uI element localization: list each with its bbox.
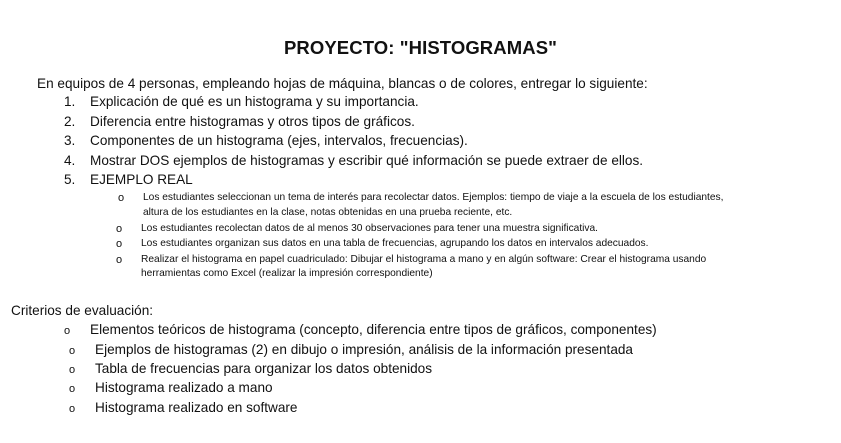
list-number: 3. (64, 133, 76, 148)
bullet-icon: o (69, 364, 76, 376)
list-item-text: EJEMPLO REAL (90, 172, 193, 187)
list-item-text: Componentes de un histograma (ejes, intervalos, frecuencias). (90, 133, 468, 148)
criteria-item: Elementos teóricos de histograma (concepto, diferencia entre tipos de gráficos, componentes) (90, 322, 657, 337)
sub-item-text: herramientas como Excel (realizar la impresión correspondiente) (141, 268, 433, 279)
criteria-item: Histograma realizado en software (95, 400, 298, 415)
criteria-item: Ejemplos de histogramas (2) en dibujo o impresión, análisis de la información presentada (95, 342, 633, 357)
sub-item-text: Los estudiantes organizan sus datos en una tabla de frecuencias, agrupando los datos en intervalos adecuados. (141, 238, 649, 249)
criteria-item: Histograma realizado a mano (95, 380, 273, 395)
bullet-icon: o (69, 345, 76, 357)
list-item-text: Explicación de qué es un histograma y su importancia. (90, 94, 419, 109)
bullet-icon: o (116, 223, 123, 235)
sub-item-text: Los estudiantes recolectan datos de al menos 30 observaciones para tener una muestra significativa. (141, 223, 599, 234)
intro-paragraph: En equipos de 4 personas, empleando hojas de máquina, blancas o de colores, entregar lo siguiente: (37, 76, 648, 91)
list-number: 4. (64, 153, 76, 168)
bullet-icon: o (116, 254, 123, 266)
list-number: 2. (64, 114, 76, 129)
document-title: PROYECTO: "HISTOGRAMAS" (283, 37, 558, 58)
list-number: 5. (64, 172, 76, 187)
bullet-icon: o (118, 192, 125, 204)
sub-item-text: Los estudiantes seleccionan un tema de interés para recolectar datos. Ejemplos: tiempo de viaje a la escuela de los estudiantes, (143, 192, 724, 203)
list-item-text: Diferencia entre histogramas y otros tipos de gráficos. (90, 114, 415, 129)
bullet-icon: o (64, 325, 71, 337)
sub-item-text: Realizar el histograma en papel cuadriculado: Dibujar el histograma a mano y en algún software: Crear el histograma usando (141, 254, 707, 265)
criteria-item: Tabla de frecuencias para organizar los datos obtenidos (95, 361, 433, 376)
list-number: 1. (64, 94, 76, 109)
bullet-icon: o (69, 403, 76, 415)
list-item-text: Mostrar DOS ejemplos de histogramas y escribir qué información se puede extraer de ellos. (90, 153, 644, 168)
sub-item-text: altura de los estudiantes en la clase, notas obtenidas en una prueba reciente, etc. (143, 207, 513, 218)
bullet-icon: o (69, 383, 76, 395)
criteria-heading: Criterios de evaluación: (11, 303, 154, 318)
bullet-icon: o (116, 238, 123, 250)
